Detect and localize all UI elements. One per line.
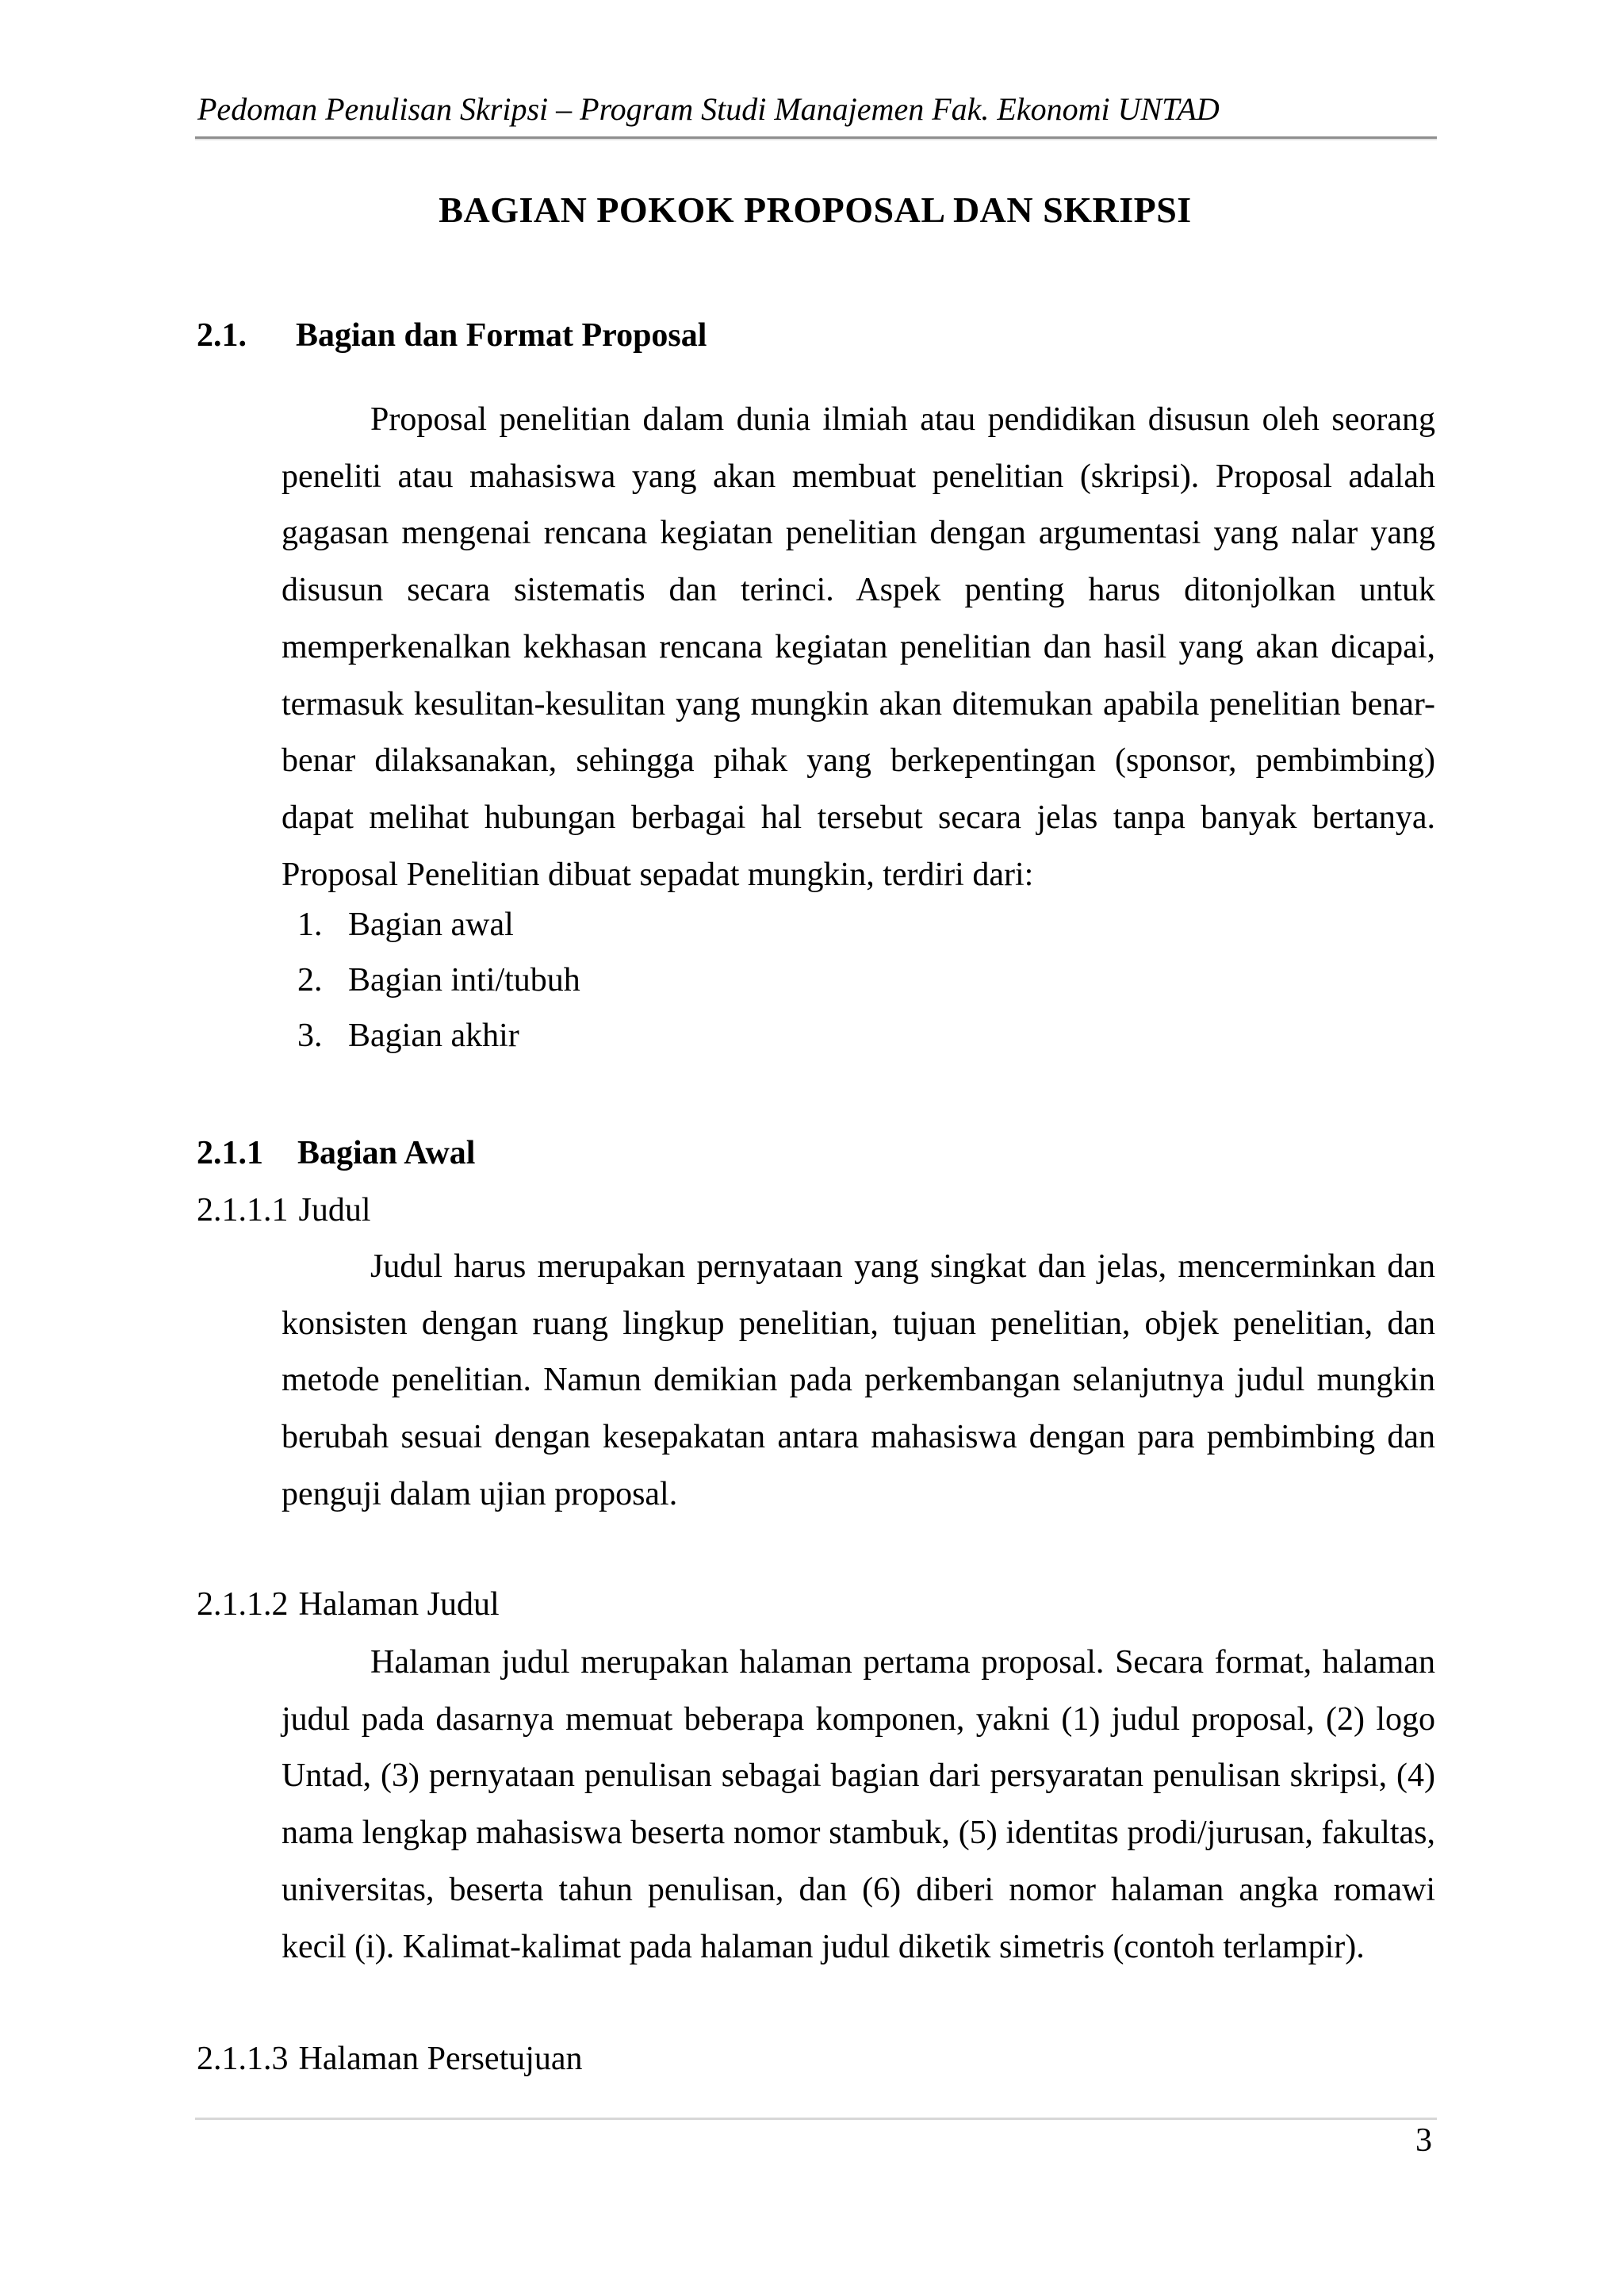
section-heading-2-1-1: [197, 1133, 475, 1175]
section-heading-label: Halaman Judul: [298, 1586, 500, 1623]
section-number: 2.1.1.1: [197, 1192, 289, 1228]
running-header-text: Pedoman Penulisan Skripsi – Program Studi Manajemen Fak. Ekonomi UNTAD: [197, 91, 1220, 127]
running-header: [197, 90, 1220, 128]
footer-rule: [195, 2118, 1437, 2120]
section-heading-label: Halaman Persetujuan: [298, 2041, 583, 2077]
list-item-number: 3.: [297, 1018, 323, 1054]
paragraph-proposal-intro: Proposal penelitian dalam dunia ilmiah atau pendidikan disusun oleh seorang peneliti atau mahasiswa yang akan membuat penelitian (skripsi). Proposal adalah gagasan mengenai rencana kegiatan penelitian dengan argumentasi yang nalar yang disusun secara sistematis dan terinci. Aspek penting harus ditonjolkan untuk memperkenalkan kekhasan rencana kegiatan penelitian dan hasil yang akan dicapai, termasuk kesulitan-kesulitan yang mungkin akan ditemukan apabila penelitian benar-benar dilaksanakan, sehingga pihak yang berkepentingan (sponsor, pembimbing) dapat melihat hubungan berbagai hal tersebut secara jelas tanpa banyak bertanya. Proposal Penelitian dibuat sepadat mungkin, terdiri dari:: [282, 401, 1435, 893]
paragraph-halaman-judul: Halaman judul merupakan halaman pertama proposal. Secara format, halaman judul pada dasarnya memuat beberapa komponen, yakni (1) judul proposal, (2) logo Untad, (3) pernyataan penulisan sebagai bagian dari persyaratan penulisan skripsi, (4) nama lengkap mahasiswa beserta nomor stambuk, (5) identitas prodi/jurusan, fakultas, universitas, beserta tahun penulisan, dan (6) diberi nomor halaman angka romawi kecil (i). Kalimat-kalimat pada halaman judul diketik simetris (contoh terlampir).: [282, 1644, 1435, 1965]
section-number: 2.1.1: [197, 1135, 263, 1171]
list-item: [297, 953, 580, 1008]
section-heading-label: Bagian dan Format Proposal: [296, 317, 707, 354]
paragraph-judul: Judul harus merupakan pernyataan yang singkat dan jelas, mencerminkan dan konsisten dengan ruang lingkup penelitian, tujuan penelitian, objek penelitian, dan metode penelitian. Namun demikian pada perkembangan selanjutnya judul mungkin berubah sesuai dengan kesepakatan antara mahasiswa dengan para pembimbing dan penguji dalam ujian proposal.: [282, 1248, 1435, 1512]
list-item: [297, 1008, 580, 1064]
page-title: BAGIAN POKOK PROPOSAL DAN SKRIPSI: [439, 190, 1192, 230]
proposal-parts-list: [297, 897, 580, 1064]
section-number: 2.1.1.3: [197, 2041, 289, 2077]
section-heading-2-1-1-1: [197, 1190, 371, 1232]
list-item-label: Bagian awal: [348, 907, 514, 943]
section-number: 2.1.: [197, 317, 247, 354]
section-heading-2-1-1-2: [197, 1584, 500, 1626]
list-item-label: Bagian inti/tubuh: [348, 962, 580, 999]
list-item-number: 2.: [297, 962, 323, 999]
section-heading-2-1: [197, 315, 707, 357]
section-heading-2-1-1-3: [197, 2038, 583, 2080]
list-item-number: 1.: [297, 907, 323, 943]
section-heading-label: Bagian Awal: [297, 1135, 476, 1171]
page-number: 3: [1415, 2122, 1432, 2159]
section-number: 2.1.1.2: [197, 1586, 289, 1623]
list-item-label: Bagian akhir: [348, 1018, 519, 1054]
list-item: [297, 897, 580, 953]
header-rule: [195, 136, 1437, 140]
section-heading-label: Judul: [298, 1192, 371, 1228]
